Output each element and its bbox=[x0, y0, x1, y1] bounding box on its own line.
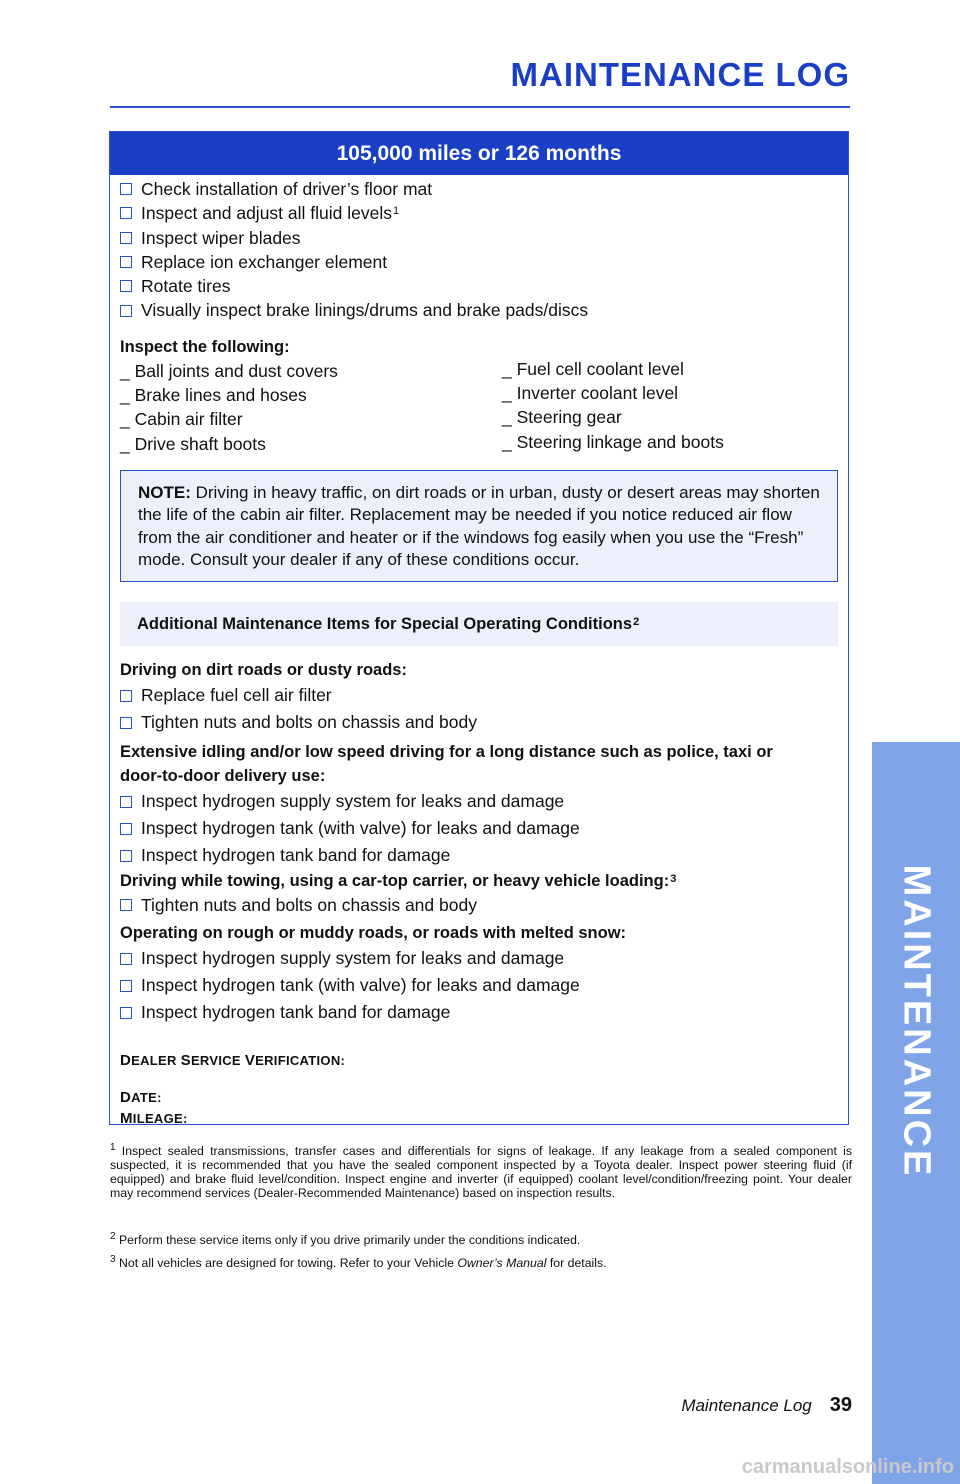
inspect-heading: Inspect the following: bbox=[120, 337, 290, 356]
section-tab-label: MAINTENANCE bbox=[895, 864, 938, 1179]
checkbox-icon[interactable] bbox=[120, 207, 132, 219]
checkbox-icon[interactable] bbox=[120, 232, 132, 244]
checkbox-icon[interactable] bbox=[120, 1007, 132, 1019]
checkbox-icon[interactable] bbox=[120, 899, 132, 911]
inspect-item: _ Fuel cell coolant level bbox=[502, 358, 684, 379]
footnote-3: $^3$ Not all vehicles are designed for towing. Refer to your Vehicle Owner’s Manual for details. bbox=[110, 1254, 607, 1271]
date-label: DATE: bbox=[120, 1089, 162, 1107]
inspect-columns bbox=[120, 359, 838, 456]
checklist-item: Inspect hydrogen tank band for damage bbox=[120, 842, 838, 869]
inspect-item: _ Cabin air filter bbox=[120, 409, 243, 430]
checkbox-icon[interactable] bbox=[120, 690, 132, 702]
note-text: Driving in heavy traffic, on dirt roads or in urban, dusty or desert areas may shorten the life of the cabin air filter. Replacement may be needed if you notice reduced air flow from the air conditioner and heater or if the windows fog easily when you use the “Fresh” mode. Consult your dealer if any of these conditions occur. bbox=[138, 482, 820, 569]
condition-heading: Driving on dirt roads or dusty roads: bbox=[120, 661, 407, 680]
page-number: 39 bbox=[829, 1394, 852, 1416]
condition-heading: Operating on rough or muddy roads, or roads with melted snow: bbox=[120, 924, 627, 943]
checklist-item: Inspect hydrogen supply system for leaks and damage bbox=[120, 945, 838, 972]
checkbox-icon[interactable] bbox=[120, 823, 132, 835]
page-title: MAINTENANCE LOG bbox=[510, 56, 850, 93]
checkbox-icon[interactable] bbox=[120, 953, 132, 965]
inspect-item: _ Ball joints and dust covers bbox=[120, 360, 338, 381]
inspect-item: _ Inverter coolant level bbox=[502, 383, 679, 404]
checklist-item: Inspect and adjust all fluid levels 1 bbox=[120, 201, 838, 225]
checkbox-icon[interactable] bbox=[120, 980, 132, 992]
footnote-ref: 3 bbox=[670, 873, 677, 886]
checkbox-icon[interactable] bbox=[120, 796, 132, 808]
inspect-item: _ Brake lines and hoses bbox=[120, 385, 307, 406]
checkbox-icon[interactable] bbox=[120, 850, 132, 862]
note-label: NOTE: bbox=[138, 482, 191, 502]
checklist-item: Tighten nuts and bolts on chassis and body bbox=[120, 893, 838, 917]
note-box bbox=[120, 470, 838, 582]
footnote-ref: 1 bbox=[392, 205, 400, 218]
inspect-item: _ Steering gear bbox=[502, 407, 622, 428]
footnote-ref: 2 bbox=[633, 616, 640, 629]
inspect-item: _ Steering linkage and boots bbox=[502, 431, 724, 452]
additional-items-heading: Additional Maintenance Items for Special Operating Conditions 2 bbox=[120, 602, 838, 646]
condition-heading: Extensive idling and/or low speed driving for a long distance such as police, taxi or bbox=[120, 743, 773, 762]
checkbox-icon[interactable] bbox=[120, 717, 132, 729]
mileage-label: MILEAGE: bbox=[120, 1110, 188, 1128]
checklist-item: Inspect hydrogen tank band for damage bbox=[120, 999, 838, 1026]
maintenance-box bbox=[109, 131, 849, 1128]
checkbox-icon[interactable] bbox=[120, 256, 132, 268]
checklist-item: Inspect hydrogen supply system for leaks and damage bbox=[120, 788, 838, 815]
section-tab bbox=[872, 742, 960, 1484]
checklist-item: Visually inspect brake linings/drums and brake pads/discs bbox=[120, 298, 838, 322]
checklist-item: Rotate tires bbox=[120, 274, 838, 298]
checklist-item: Tighten nuts and bolts on chassis and body bbox=[120, 709, 838, 736]
condition-heading-cont: door-to-door delivery use: bbox=[120, 767, 326, 786]
footnote-1: $^1$ Inspect sealed transmissions, transfer cases and differentials for signs of leakage. If any leakage from a sealed component is suspected, it is recommended that you have the sealed component inspected by a Toyota dealer. Inspect power steering fluid (if equipped) and brake fluid level/condition. Inspect engine and inverter (if equipped) coolant level/condition/freezing point. Your dealer may recommend services (Dealer-Recommended Maintenance) based on inspection results. bbox=[110, 1142, 852, 1201]
watermark: carmanualsonline.info bbox=[741, 1456, 954, 1478]
maintenance-body bbox=[110, 175, 848, 1127]
page-footer bbox=[681, 1394, 852, 1417]
checkbox-icon[interactable] bbox=[120, 183, 132, 195]
header-rule bbox=[110, 106, 850, 108]
footnote-2: $^2$ Perform these service items only if you drive primarily under the conditions indicated. bbox=[110, 1231, 581, 1248]
footer-section-name: Maintenance Log bbox=[681, 1395, 812, 1415]
condition-heading: Driving while towing, using a car-top carrier, or heavy vehicle loading:$^3$ bbox=[120, 872, 677, 891]
checklist-item: Inspect hydrogen tank (with valve) for leaks and damage bbox=[120, 972, 838, 999]
interval-title: 105,000 miles or 126 months bbox=[110, 132, 848, 175]
checklist-item: Replace ion exchanger element bbox=[120, 250, 838, 274]
dealer-verification-label: DEALER SERVICE VERIFICATION: bbox=[120, 1052, 346, 1070]
checkbox-icon[interactable] bbox=[120, 280, 132, 292]
checklist-item: Inspect wiper blades bbox=[120, 226, 838, 250]
checklist-item: Replace fuel cell air filter bbox=[120, 682, 838, 709]
inspect-item: _ Drive shaft boots bbox=[120, 433, 266, 454]
checklist-item: Check installation of driver’s floor mat bbox=[120, 177, 838, 201]
checklist-item: Inspect hydrogen tank (with valve) for leaks and damage bbox=[120, 815, 838, 842]
checkbox-icon[interactable] bbox=[120, 305, 132, 317]
